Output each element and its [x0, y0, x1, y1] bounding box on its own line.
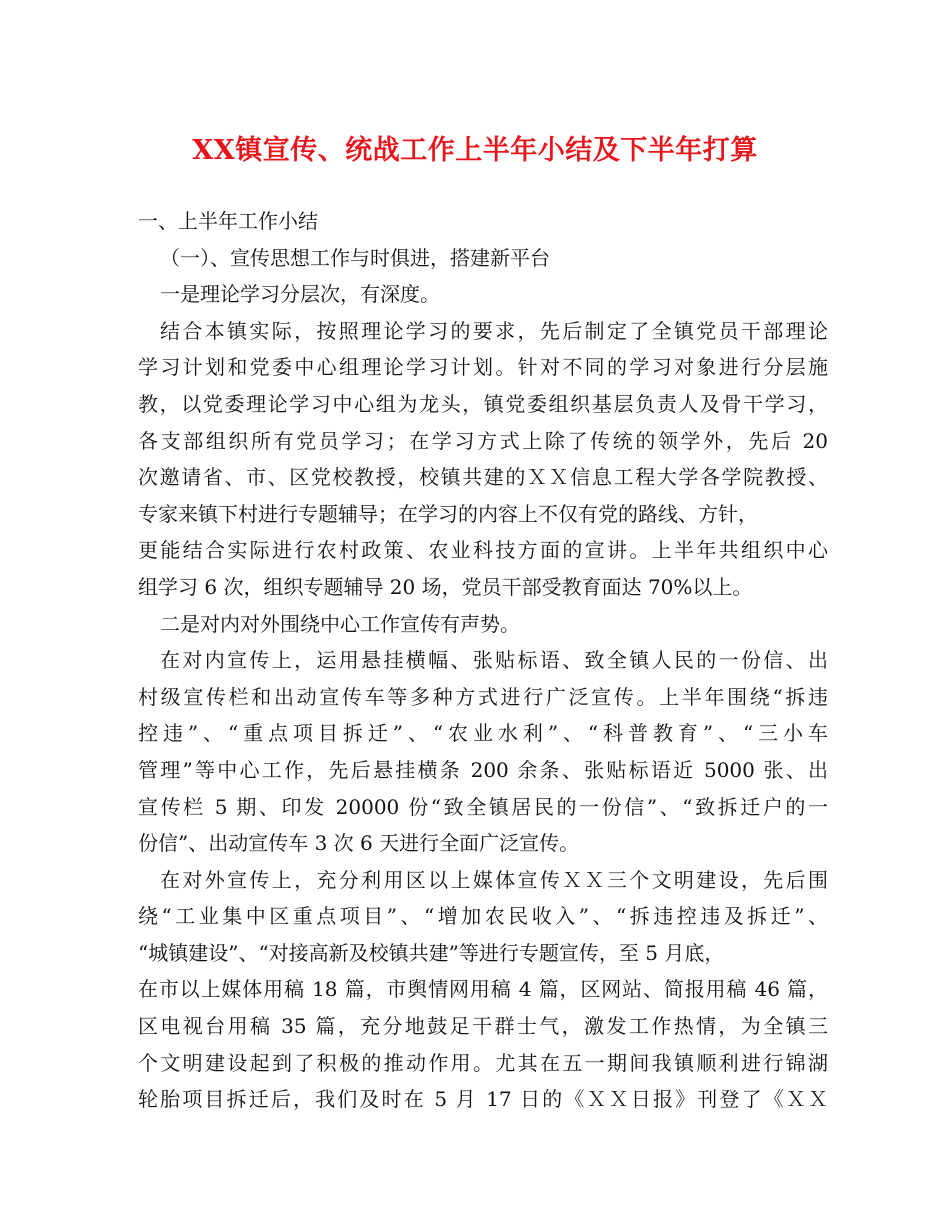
paragraph-line: 份信”、出动宣传车 3 次 6 天进行全面广泛宣传。 — [138, 831, 580, 856]
point-heading: 二是对内对外围绕中心工作宣传有声势。 — [160, 611, 520, 636]
paragraph-line: 村级宣传栏和出动宣传车等多种方式进行广泛宣传。上半年围绕“拆违 — [138, 684, 828, 709]
section-heading: 一、上半年工作小结 — [138, 209, 318, 233]
document-body — [138, 203, 828, 1118]
paragraph-line: 在对外宣传上，充分利用区以上媒体宣传ＸＸ三个文明建设，先后围 — [160, 867, 828, 892]
document-title: XX镇宣传、统战工作上半年小结及下半年打算 — [192, 135, 758, 166]
paragraph-line: 教，以党委理论学习中心组为龙头，镇党委组织基层负责人及骨干学习， — [138, 391, 828, 416]
paragraph-line: 管理”等中心工作，先后悬挂横条 200 余条、张贴标语近 5000 张、出 — [138, 757, 828, 782]
paragraph-line: 结合本镇实际，按照理论学习的要求，先后制定了全镇党员干部理论 — [160, 318, 828, 343]
paragraph-line: 宣传栏 5 期、印发 20000 份“致全镇居民的一份信”、“致拆迁户的一 — [138, 794, 828, 819]
paragraph-line: 各支部组织所有党员学习；在学习方式上除了传统的领学外，先后 20 — [138, 428, 828, 453]
paragraph-line: 控违”、“重点项目拆迁”、“农业水利”、“科普教育”、“三小车 — [138, 721, 828, 746]
paragraph-line: 更能结合实际进行农村政策、农业科技方面的宣讲。上半年共组织中心 — [138, 538, 828, 563]
paragraph-line: 轮胎项目拆迁后，我们及时在 5 月 17 日的《ＸＸ日报》刊登了《ＸＸ — [138, 1087, 828, 1112]
paragraph-line: 区电视台用稿 35 篇，充分地鼓足干群士气，激发工作热情，为全镇三 — [138, 1014, 828, 1039]
paragraph-line: 在对内宣传上，运用悬挂横幅、张贴标语、致全镇人民的一份信、出 — [160, 648, 828, 673]
paragraph-line: 个文明建设起到了积极的推动作用。尤其在五一期间我镇顺利进行锦湖 — [138, 1050, 828, 1075]
paragraph-line: 组学习 6 次，组织专题辅导 20 场，党员干部受教育面达 70%以上。 — [138, 574, 753, 599]
paragraph-line: 专家来镇下村进行专题辅导；在学习的内容上不仅有党的路线、方针， — [138, 501, 758, 526]
point-heading: 一是理论学习分层次，有深度。 — [160, 282, 440, 307]
paragraph-line: 绕“工业集中区重点项目”、“增加农民收入”、“拆违控违及拆迁”、 — [138, 904, 828, 929]
paragraph-line: “城镇建设”、“对接高新及校镇共建”等进行专题宣传，至 5 月底， — [138, 940, 725, 965]
paragraph-line: 次邀请省、市、区党校教授，校镇共建的ＸＸ信息工程大学各学院教授、 — [138, 465, 828, 490]
paragraph-line: 学习计划和党委中心组理论学习计划。针对不同的学习对象进行分层施 — [138, 355, 828, 380]
paragraph-line: 在市以上媒体用稿 18 篇，市舆情网用稿 4 篇，区网站、简报用稿 46 篇， — [138, 977, 828, 1002]
subsection-heading: （一）、宣传思想工作与时俱进，搭建新平台 — [160, 245, 550, 270]
